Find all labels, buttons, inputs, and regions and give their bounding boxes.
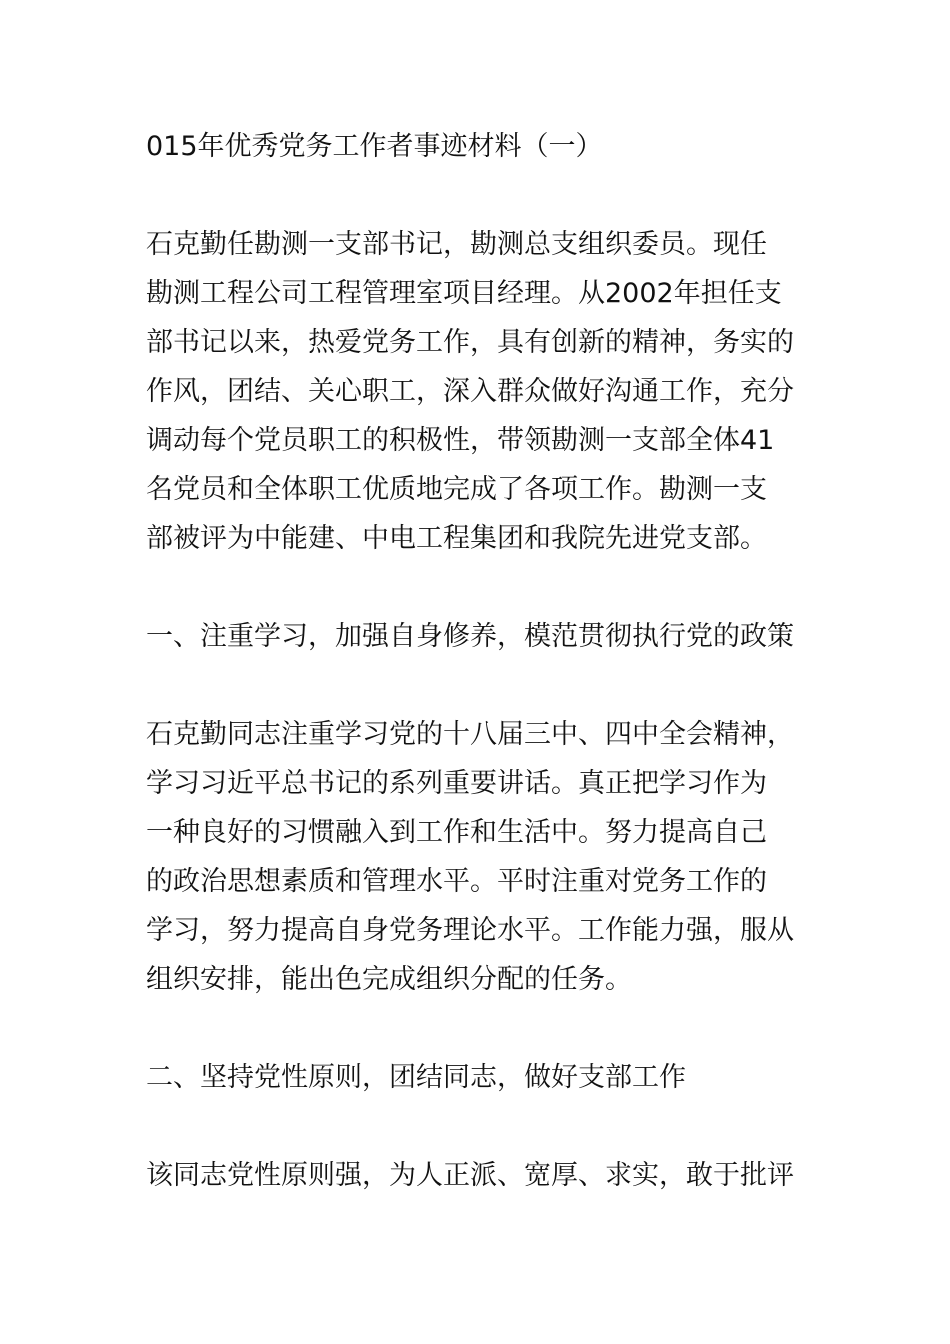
paragraph-gap bbox=[146, 171, 826, 220]
section2-line: 该同志党性原则强，为人正派、宽厚、求实，敢于批评 bbox=[146, 1160, 794, 1191]
paragraph-gap bbox=[146, 563, 826, 612]
intro-line: 勘测工程公司工程管理室项目经理。从2002年担任支 bbox=[146, 278, 782, 309]
section1-line: 的政治思想素质和管理水平。平时注重对党务工作的 bbox=[146, 866, 767, 897]
intro-line: 名党员和全体职工优质地完成了各项工作。勘测一支 bbox=[146, 474, 767, 505]
section1-line: 组织安排，能出色完成组织分配的任务。 bbox=[146, 964, 632, 995]
section1-line: 石克勤同志注重学习党的十八届三中、四中全会精神， bbox=[146, 719, 794, 750]
section2-heading: 二、坚持党性原则，团结同志，做好支部工作 bbox=[146, 1062, 686, 1093]
section1-line: 学习习近平总书记的系列重要讲话。真正把学习作为 bbox=[146, 768, 767, 799]
intro-line: 作风，团结、关心职工，深入群众做好沟通工作，充分 bbox=[146, 376, 794, 407]
intro-line: 部被评为中能建、中电工程集团和我院先进党支部。 bbox=[146, 523, 767, 554]
section1-line: 学习，努力提高自身党务理论水平。工作能力强，服从 bbox=[146, 915, 794, 946]
paragraph-gap bbox=[146, 1004, 826, 1053]
intro-line: 调动每个党员职工的积极性，带领勘测一支部全体41 bbox=[146, 425, 775, 456]
paragraph-gap bbox=[146, 661, 826, 710]
section1-heading: 一、注重学习，加强自身修养，模范贯彻执行党的政策 bbox=[146, 621, 794, 652]
paragraph-gap bbox=[146, 1102, 826, 1151]
intro-line: 部书记以来，热爱党务工作，具有创新的精神，务实的 bbox=[146, 327, 794, 358]
document-title: 015年优秀党务工作者事迹材料（一） bbox=[146, 131, 603, 162]
document-body bbox=[146, 122, 826, 1200]
intro-line: 石克勤任勘测一支部书记，勘测总支组织委员。现任 bbox=[146, 229, 767, 260]
section1-line: 一种良好的习惯融入到工作和生活中。努力提高自己 bbox=[146, 817, 767, 848]
